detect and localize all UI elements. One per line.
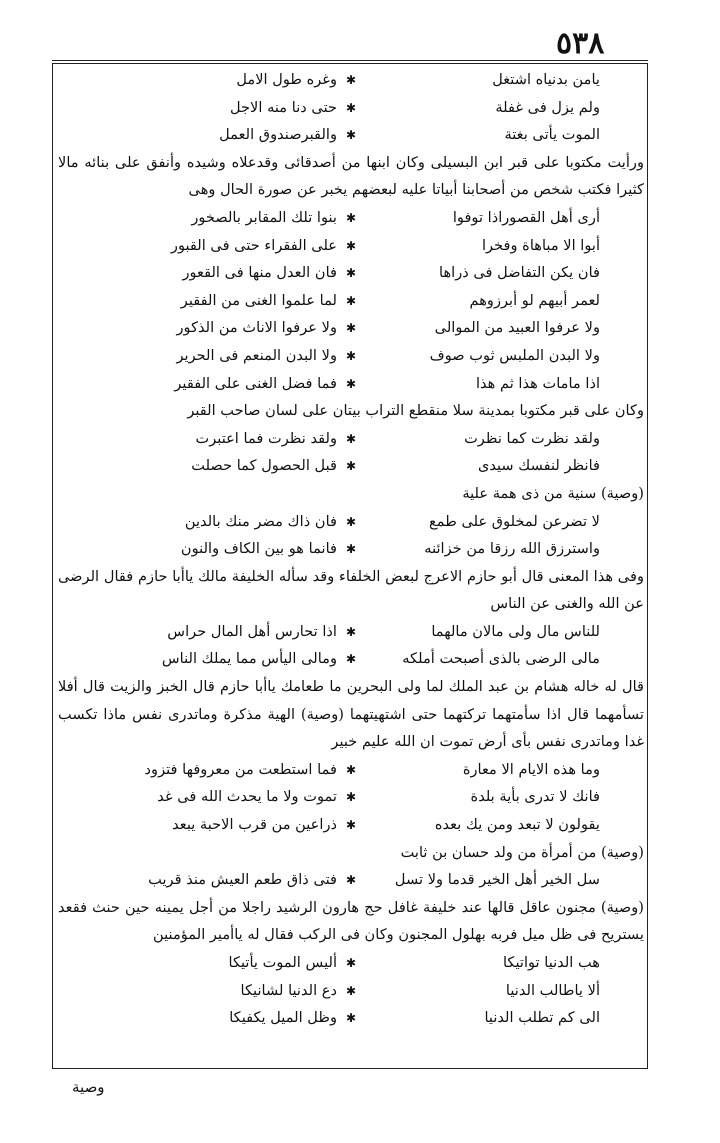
verse-separator-star-icon: ✱ (345, 238, 357, 253)
verse-second-hemistich: تموت ولا ما يحدث الله فى غد (157, 788, 337, 806)
verse-second-hemistich: فان العدل منها فى القعور (182, 264, 337, 282)
verse-line (58, 977, 644, 1005)
verse-first-hemistich: مالى الرضى بالذى أصبحت أملكه (402, 650, 600, 668)
verse-first-hemistich: ولم يزل فى غفلة (495, 98, 600, 116)
verse-first-hemistich: أرى أهل القصوراذا توفوا (452, 208, 600, 226)
verse-first-hemistich: ولقد نظرت كما نظرت (464, 429, 600, 447)
verse-separator-star-icon: ✱ (345, 790, 357, 805)
verse-second-hemistich: على الفقراء حتى فى القبور (170, 236, 337, 254)
verse-second-hemistich: فما استطعت من معروفها فتزود (144, 760, 337, 778)
verse-second-hemistich: وظل الميل يكفيكا (229, 1009, 337, 1027)
verse-line (58, 66, 644, 94)
verse-line (58, 259, 644, 287)
verse-line (58, 452, 644, 480)
prose-paragraph: وفى هذا المعنى قال أبو حازم الاعرج لبعض الخلفاء وقد سأله الخليفة مالك ياأبا حازم فقال الرضى عن الله والغنى عن الناس (58, 567, 644, 613)
verse-line (58, 783, 644, 811)
verse-separator-star-icon: ✱ (345, 818, 357, 833)
verse-separator-star-icon: ✱ (345, 100, 357, 115)
verse-second-hemistich: حتى دنا منه الاجل (229, 98, 337, 116)
verse-first-hemistich: فانظر لنفسك سيدى (477, 457, 600, 475)
verse-second-hemistich: اذا تحارس أهل المال حراس (167, 622, 337, 640)
verse-line (58, 618, 644, 646)
verse-second-hemistich: ولا عرفوا الاناث من الذكور (176, 319, 337, 337)
verse-first-hemistich: ولا عرفوا العبيد من الموالى (434, 319, 600, 337)
verse-first-hemistich: سل الخير أهل الخير قدما ولا تسل (394, 871, 600, 889)
verse-second-hemistich: ذراعين من قرب الاحبة يبعد (172, 816, 337, 834)
verse-first-hemistich: يامن بدنياه اشتغل (492, 71, 600, 88)
verse-line (58, 866, 644, 894)
verse-separator-star-icon: ✱ (345, 762, 357, 777)
verse-line (58, 508, 644, 536)
verse-first-hemistich: الى كم تطلب الدنيا (484, 1009, 600, 1027)
verse-second-hemistich: فتى ذاق طعم العيش منذ قريب (148, 871, 337, 889)
verse-line (58, 756, 644, 784)
verse-separator-star-icon: ✱ (345, 873, 357, 888)
verse-separator-star-icon: ✱ (345, 376, 357, 391)
verse-separator-star-icon: ✱ (345, 128, 357, 143)
verse-line (58, 342, 644, 370)
verse-line (58, 204, 644, 232)
verse-line (58, 949, 644, 977)
verse-separator-star-icon: ✱ (345, 293, 357, 308)
verse-first-hemistich: أبوا الا مباهاة وفخرا (481, 236, 600, 254)
verse-second-hemistich: لما علموا الغنى من الفقير (180, 291, 337, 309)
verse-separator-star-icon: ✱ (345, 266, 357, 281)
verse-separator-star-icon: ✱ (345, 1011, 357, 1026)
verse-line (58, 425, 644, 453)
catchword: وصية (72, 1078, 105, 1096)
verse-line (58, 314, 644, 342)
verse-second-hemistich: ولا البدن المنعم فى الحرير (176, 346, 337, 364)
verse-first-hemistich: الموت يأتى بغتة (504, 126, 600, 144)
verse-first-hemistich: ولا البدن الملبس ثوب صوف (429, 346, 600, 364)
top-rule (52, 60, 648, 61)
verse-second-hemistich: فانما هو بين الكاف والنون (180, 540, 337, 558)
verse-separator-star-icon: ✱ (345, 624, 357, 639)
verse-second-hemistich: ولقد نظرت فما اعتبرت (195, 429, 337, 447)
verse-line (58, 1004, 644, 1032)
verse-first-hemistich: فان يكن التفاضل فى ذراها (439, 264, 600, 282)
verse-first-hemistich: لا تضرعن لمخلوق على طمع (429, 512, 600, 530)
verse-second-hemistich: فان ذاك مضر منك بالدين (184, 512, 337, 530)
verse-separator-star-icon: ✱ (345, 956, 357, 970)
verse-second-hemistich: وغره طول الامل (236, 71, 337, 88)
verse-separator-star-icon: ✱ (345, 73, 357, 87)
prose-paragraph: وكان على قبر مكتوبا بمدينة سلا منقطع التراب بيتان على لسان صاحب القبر (187, 402, 644, 420)
verse-first-hemistich: للناس مال ولى مالان مالهما (431, 622, 600, 640)
prose-paragraph: (وصية) مجنون عاقل قالها عند خليفة غافل حج هارون الرشيد راجلا من أجل يمينه حين حنث فقعد يستريح فى ظل ميل فربه بهلول المجنون وكان فى الركب فقال له ياأمير المؤمنين (58, 898, 644, 944)
verse-separator-star-icon: ✱ (345, 210, 357, 225)
page-number: ٥٣٨ (556, 26, 605, 61)
verse-first-hemistich: هب الدنيا تواتيكا (502, 954, 600, 971)
verse-separator-star-icon: ✱ (345, 542, 357, 557)
verse-line (58, 370, 644, 398)
prose-paragraph: (وصية) من أمرأة من ولد حسان بن ثابت (400, 843, 644, 861)
verse-second-hemistich: فما فضل الغنى على الفقير (174, 374, 337, 392)
prose-paragraph: قال له خاله هشام بن عبد الملك لما ولى البحرين ما طعامك ياأبا حازم قال الخبز والزيت قال أفلا تسأمهما قال اذا سأمتهما تركتهما حتى اشتهيتهما (وصية) الهية مذكرة وماتدرى نفس ماذا تكسب غدا وماتدرى نفس بأى أرض تموت ان الله عليم خبير (58, 678, 644, 751)
verse-second-hemistich: دع الدنيا لشانيكا (240, 981, 337, 999)
verse-second-hemistich: أليس الموت يأتيكا (228, 954, 337, 971)
verse-separator-star-icon: ✱ (345, 348, 357, 363)
prose-paragraph: (وصية) سنية من ذى همة علية (462, 484, 644, 502)
verse-line (58, 645, 644, 673)
verse-separator-star-icon: ✱ (345, 459, 357, 474)
verse-second-hemistich: ومالى اليأس مما يملك الناس (161, 650, 337, 668)
verse-separator-star-icon: ✱ (345, 514, 357, 529)
verse-first-hemistich: فانك لا تدرى بأية بلدة (470, 788, 600, 806)
verse-second-hemistich: قبل الحصول كما حصلت (191, 457, 337, 475)
verse-first-hemistich: لعمر أبيهم لو أبرزوهم (469, 291, 600, 309)
verse-first-hemistich: وما هذه الايام الا معارة (462, 760, 600, 778)
verse-first-hemistich: واسترزق الله رزقا من خزائنه (424, 540, 600, 558)
verse-second-hemistich: والقبرصندوق العمل (219, 126, 337, 144)
verse-separator-star-icon: ✱ (345, 652, 357, 667)
verse-line (58, 287, 644, 315)
verse-separator-star-icon: ✱ (345, 431, 357, 446)
verse-separator-star-icon: ✱ (345, 321, 357, 336)
verse-line (58, 535, 644, 563)
prose-paragraph: ورأيت مكتوبا على قبر ابن البسيلى وكان ابنها من أصدقائى وقدعلاه وشيده وأنفق على بنائه مالا كثيرا فكتب شخص من أصحابنا أبياتا عليه لبعضهم يخبر عن صورة الحال وهى (58, 153, 644, 199)
verse-first-hemistich: ألا ياطالب الدنيا (505, 981, 600, 999)
verse-first-hemistich: يقولون لا تبعد ومن يك بعده (434, 816, 600, 834)
verse-line (58, 811, 644, 839)
verse-second-hemistich: بنوا تلك المقابر بالصخور (191, 208, 337, 226)
verse-line (58, 94, 644, 122)
page-body (58, 66, 644, 1032)
verse-separator-star-icon: ✱ (345, 983, 357, 998)
verse-line (58, 121, 644, 149)
verse-line (58, 232, 644, 260)
verse-first-hemistich: اذا مامات هذا ثم هذا (475, 374, 600, 392)
